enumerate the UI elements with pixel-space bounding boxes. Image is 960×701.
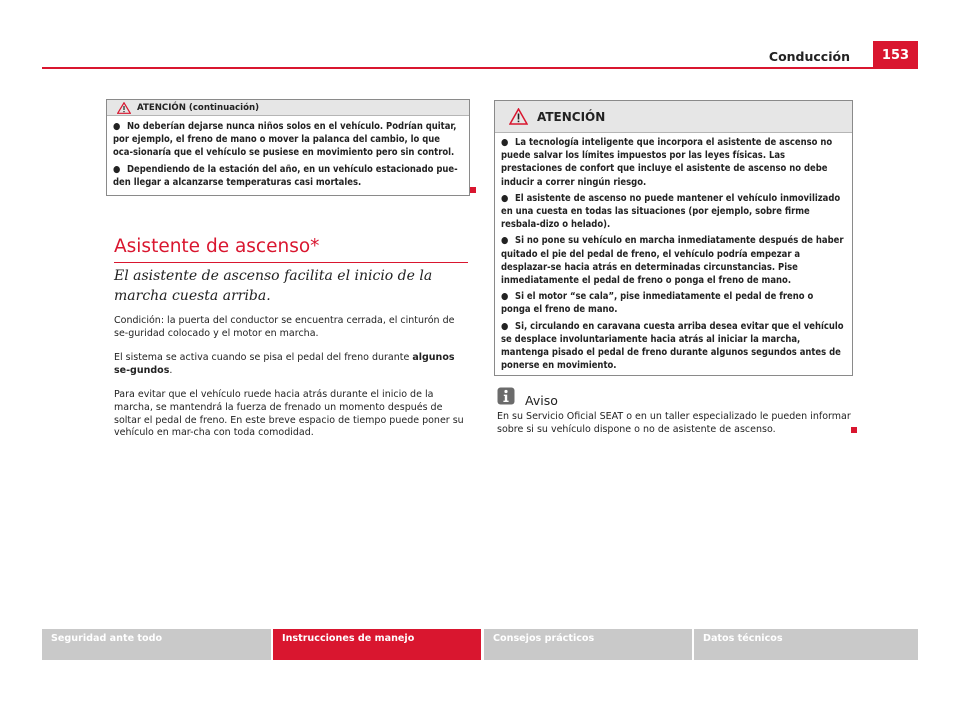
warning-item (113, 163, 462, 189)
warning-box-continued (106, 99, 470, 196)
warning-item (501, 234, 845, 287)
paragraph-condition: Condición: la puerta del conductor se encuentra cerrada, el cinturón de se-guridad colocado y el motor en marcha. (114, 315, 455, 339)
end-of-section-icon (470, 187, 476, 193)
bullet: ● (501, 192, 509, 204)
bullet: ● (501, 320, 509, 332)
section-lead: El asistente de ascenso facilita el inicio de la marcha cuesta arriba. (114, 268, 433, 304)
note-text: En su Servicio Oficial SEAT o en un taller especializado le pueden informar sobre si su vehículo dispone o no de asistente de ascenso. (497, 411, 851, 435)
warning-item-text: La tecnología inteligente que incorpora el asistente de ascenso no puede salvar los límites impuestos por las leyes físicas. Las prestaciones de confort que incluye el asistente de ascenso no debe inducir a correr ningún riesgo. (501, 137, 833, 188)
page-header-title: Conducción (768, 49, 850, 64)
section-title-rule (114, 262, 468, 263)
footer-tab-instrucciones[interactable] (273, 629, 481, 660)
bullet: ● (501, 235, 509, 247)
warning-item (501, 136, 845, 189)
footer-tab-label: Seguridad ante todo (51, 633, 163, 644)
paragraph-activation-end: . (169, 364, 173, 376)
page-number: 153 (873, 41, 918, 69)
paragraph-activation-text: El sistema se activa cuando se pisa el pedal del freno durante (114, 352, 413, 363)
warning-item (501, 320, 845, 373)
section-title: Asistente de ascenso* (114, 236, 320, 257)
warning-box-header (107, 100, 469, 116)
warning-box-body (495, 133, 852, 372)
paragraph-activation (114, 352, 470, 378)
bullet: ● (501, 291, 509, 303)
warning-item-text: Si no pone su vehículo en marcha inmediatamente después de haber quitado el pie del pedal de freno, el vehículo podría empezar a desplazar-se hacia atrás en determinadas circunstancias. Pise inmediatamente el pedal de freno o ponga el freno de mano. (501, 235, 844, 287)
warning-triangle-icon (117, 102, 131, 114)
warning-item-text: Si, circulando en caravana cuesta arriba desea evitar que el vehículo se desplace involuntariamente hacia atrás al iniciar la marcha, mantenga pisado el pedal de freno durante algunos segundos antes de ponerse en movimiento. (501, 320, 844, 372)
warning-item-text: Si el motor “se cala”, pise inmediatamente el pedal de freno o ponga el freno de mano. (501, 291, 814, 316)
footer-tab-consejos[interactable] (484, 629, 692, 660)
warning-box-title: ATENCIÓN (537, 109, 606, 124)
bullet: ● (113, 163, 121, 175)
footer-tab-label: Instrucciones de manejo (282, 633, 415, 644)
warning-box (494, 100, 853, 376)
footer-tab-label: Consejos prácticos (493, 633, 595, 644)
warning-item (501, 192, 845, 232)
warning-box-title: ATENCIÓN (continuación) (137, 102, 260, 113)
end-of-section-icon (851, 427, 857, 433)
note-title: Aviso (525, 393, 558, 408)
warning-triangle-icon (509, 108, 528, 125)
warning-box-header (495, 101, 852, 133)
footer-tab-datos[interactable] (694, 629, 918, 660)
header-rule (42, 67, 873, 69)
info-note-icon (497, 387, 515, 405)
footer-tab-label: Datos técnicos (703, 633, 783, 644)
warning-item-text: No deberían dejarse nunca niños solos en el vehículo. Podrían quitar, por ejemplo, el freno de mano o mover la palanca del cambio, lo que oca-sionaría que el vehículo se pusiese en movimiento pero sin control. (113, 121, 457, 159)
paragraph-activation-emphasis: algunos se-gundos (114, 352, 455, 376)
warning-item (501, 290, 845, 316)
warning-item-text: El asistente de ascenso no puede mantener el vehículo inmovilizado en una cuesta en todas las situaciones (por ejemplo, sobre firme resbala-dizo o helado). (501, 192, 841, 231)
paragraph-function: Para evitar que el vehículo ruede hacia atrás durante el inicio de la marcha, se mantendrá la fuerza de frenado un momento después de soltar el pedal de freno. En este breve espacio de tiempo puede poner su vehículo en mar-cha con toda comodidad. (114, 389, 464, 439)
warning-box-body (107, 116, 469, 189)
warning-item (113, 120, 462, 160)
warning-item-text: Dependiendo de la estación del año, en un vehículo estacionado pue-den llegar a alcanzarse temperaturas casi mortales. (113, 163, 458, 188)
footer-tab-seguridad[interactable] (42, 629, 271, 660)
bullet: ● (113, 121, 121, 132)
bullet: ● (501, 137, 509, 148)
